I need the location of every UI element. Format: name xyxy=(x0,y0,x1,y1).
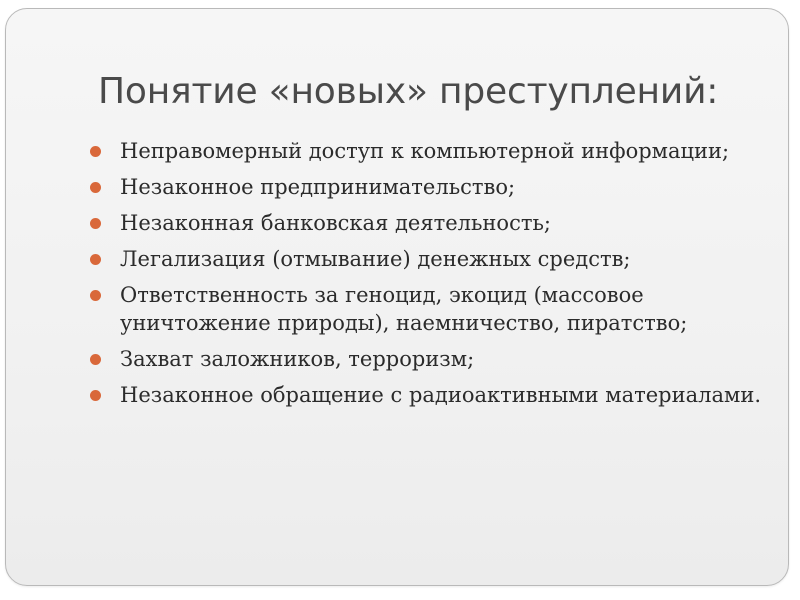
bullet-dot-icon xyxy=(90,390,101,401)
list-item-text: Незаконное предпринимательство; xyxy=(120,175,516,199)
list-item xyxy=(86,173,766,201)
bullet-dot-icon xyxy=(90,182,101,193)
list-item-text: Незаконная банковская деятельность; xyxy=(120,211,551,235)
bullet-dot-icon xyxy=(90,146,101,157)
list-item xyxy=(86,245,766,273)
bullet-dot-icon xyxy=(90,290,101,301)
bullet-dot-icon xyxy=(90,218,101,229)
bullet-dot-icon xyxy=(90,354,101,365)
list-item-text: Неправомерный доступ к компьютерной информации; xyxy=(120,139,730,163)
slide-title: Понятие «новых» преступлений: xyxy=(98,71,719,112)
bullet-list xyxy=(86,137,766,417)
list-item-text: Незаконное обращение с радиоактивными материалами. xyxy=(120,383,762,407)
list-item-text: Захват заложников, терроризм; xyxy=(120,347,475,371)
list-item xyxy=(86,281,766,337)
list-item xyxy=(86,137,766,165)
list-item-text: Ответственность за геноцид, экоцид (массовое уничтожение природы), наемничество, пиратство; xyxy=(120,283,688,335)
bullet-dot-icon xyxy=(90,254,101,265)
slide-frame xyxy=(5,8,789,586)
list-item xyxy=(86,209,766,237)
list-item xyxy=(86,345,766,373)
list-item-text: Легализация (отмывание) денежных средств; xyxy=(120,247,631,271)
list-item xyxy=(86,381,766,409)
